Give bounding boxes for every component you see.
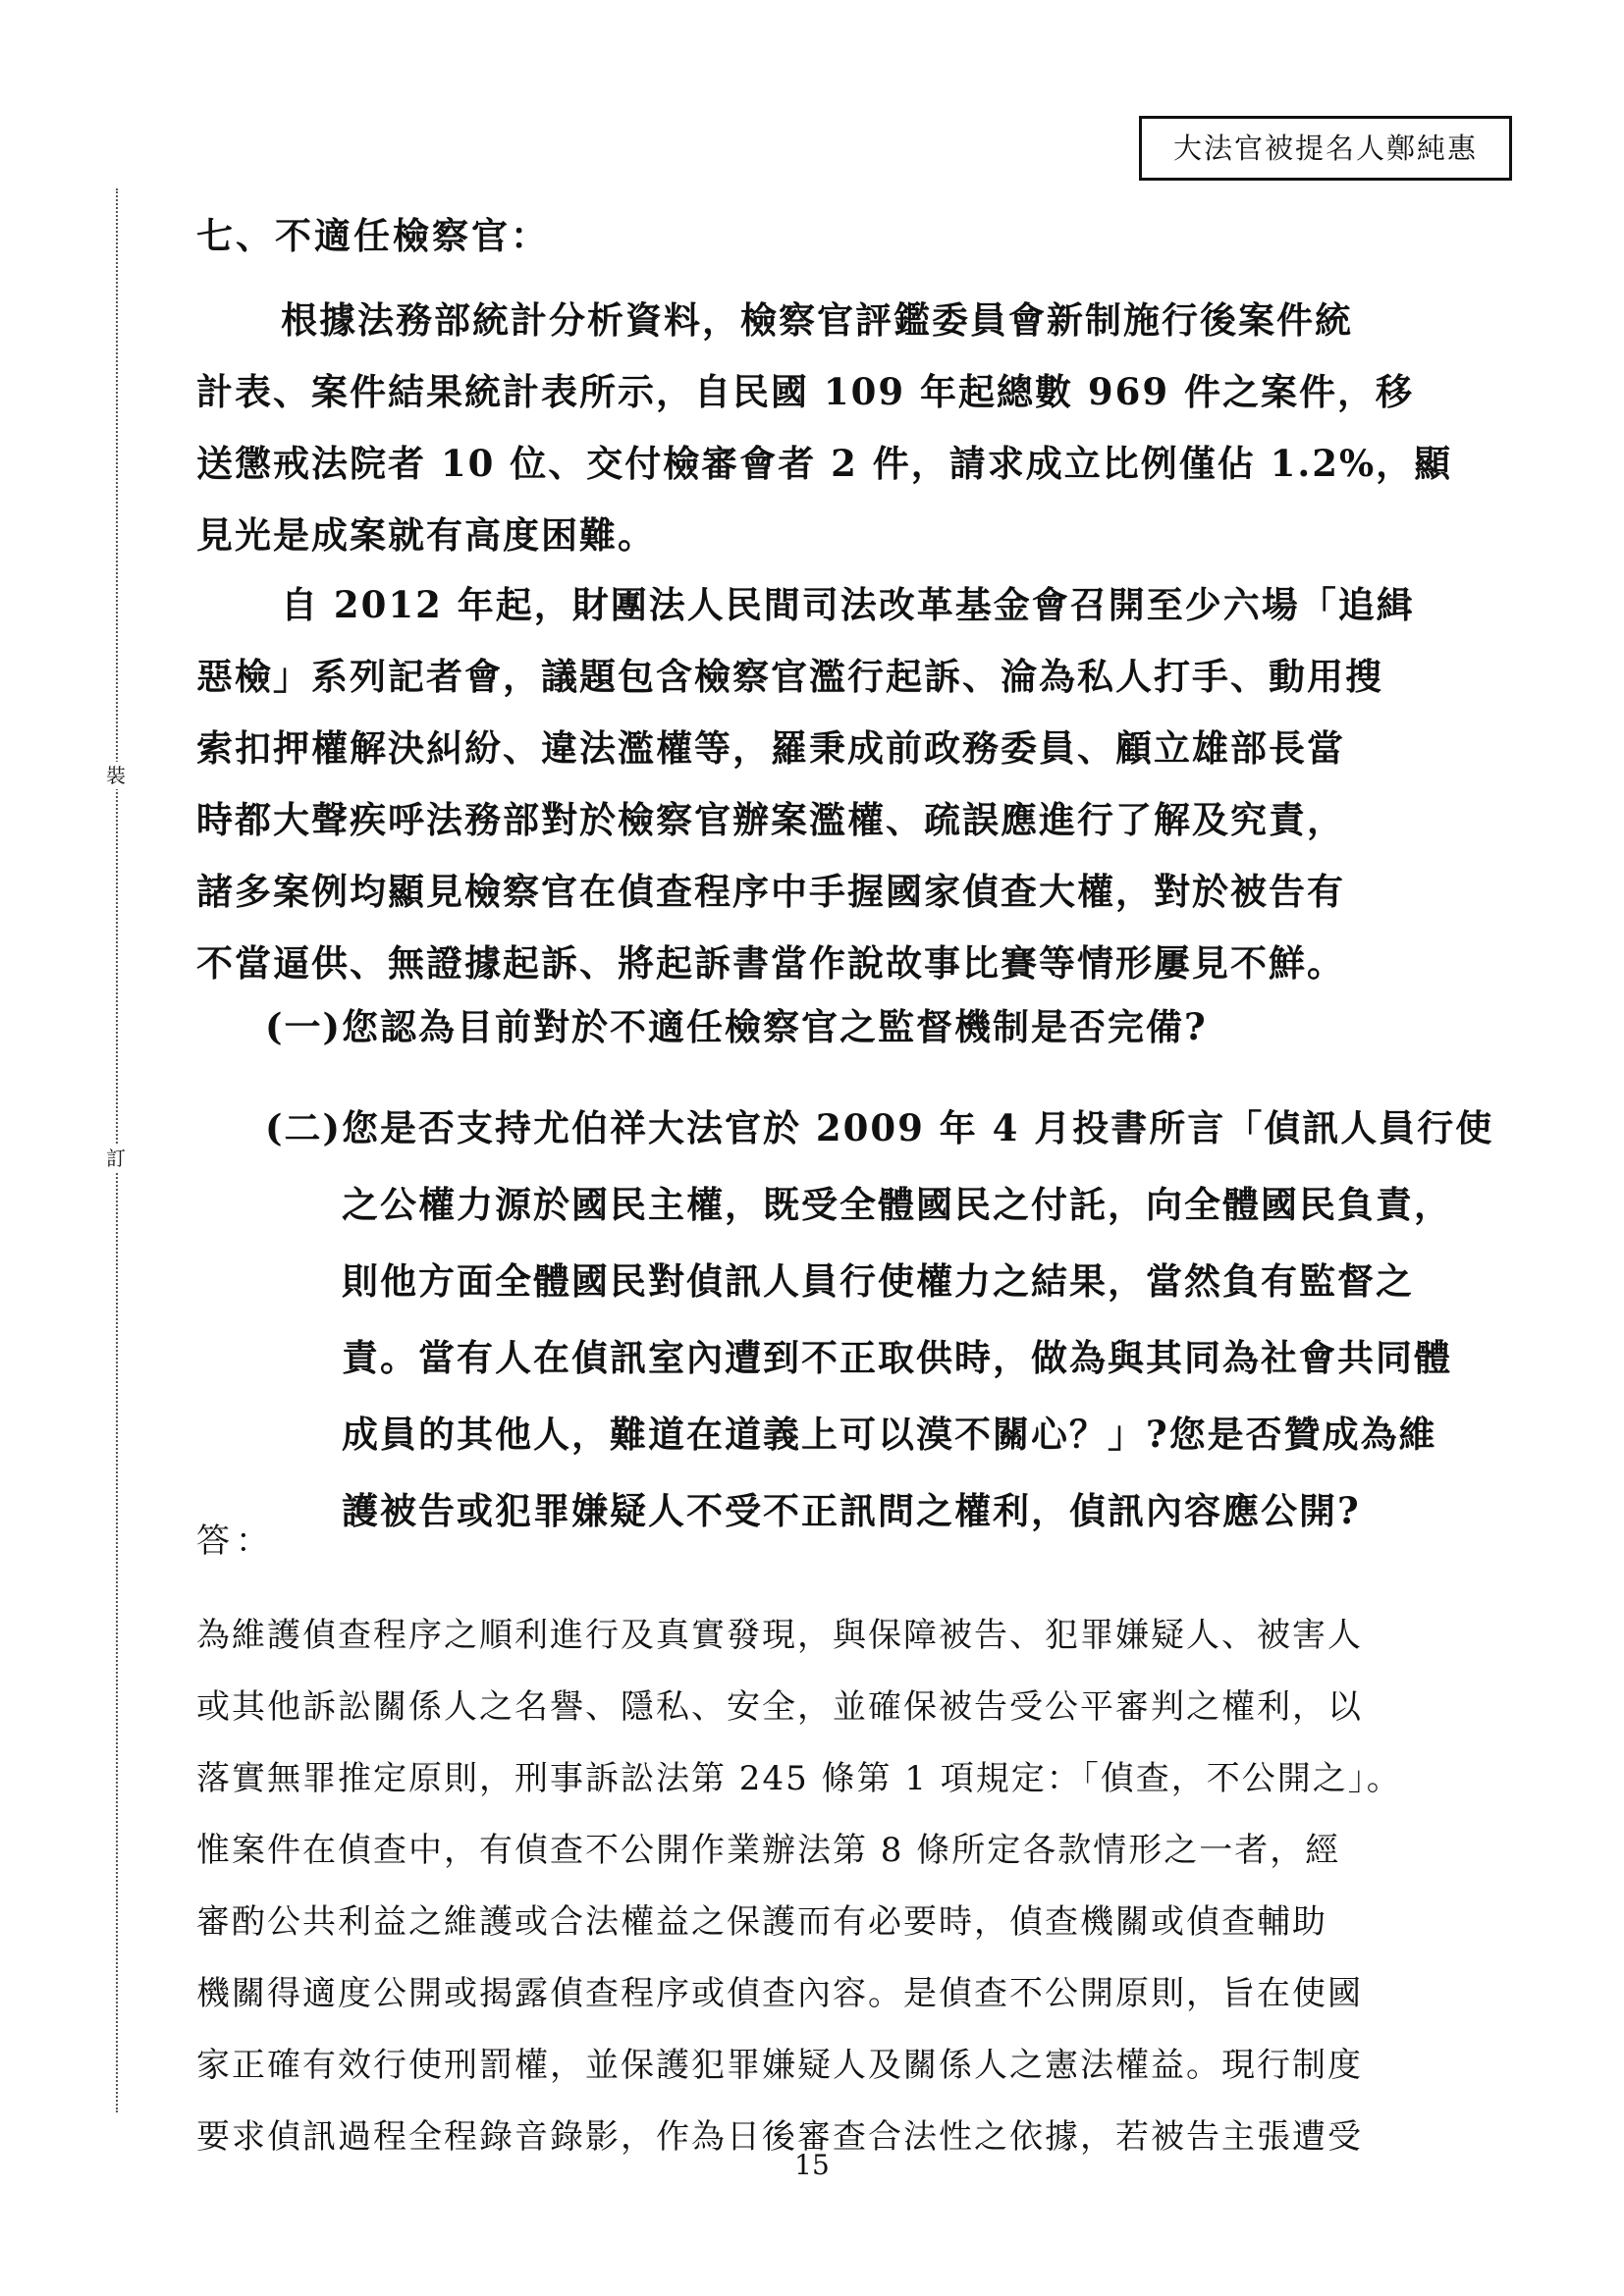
paragraph-line: 送懲戒法院者 10 位、交付檢審會者 2 件，請求成立比例僅佔 1.2%，顯 xyxy=(196,442,1453,485)
answer-line: 或其他訴訟關係人之名譽、隱私、安全，並確保被告受公平審判之權利，以 xyxy=(196,1687,1363,1727)
paragraph-line: 諸多案例均顯見檢察官在偵查程序中手握國家偵查大權，對於被告有 xyxy=(196,870,1345,913)
answer-line: 機關得適度公開或揭露偵查程序或偵查內容。是偵查不公開原則，旨在使國 xyxy=(196,1974,1363,2013)
paragraph-line: 時都大聲疾呼法務部對於檢察官辦案濫權、疏誤應進行了解及究責， xyxy=(196,798,1345,841)
paragraph-line: 計表、案件結果統計表所示，自民國 109 年起總數 969 件之案件，移 xyxy=(196,370,1414,413)
paragraph-line: 見光是成案就有高度困難。 xyxy=(196,513,656,557)
paragraph-line: 自 2012 年起，財團法人民間司法改革基金會召開至少六場「追緝 xyxy=(281,583,1415,626)
paragraph-line: 不當逼供、無證據起訴、將起訴書當作說故事比賽等情形屢見不鮮。 xyxy=(196,941,1345,985)
answer-line: 家正確有效行使刑罰權，並保護犯罪嫌疑人及關係人之憲法權益。現行制度 xyxy=(196,2046,1363,2085)
answer-label: 答： xyxy=(196,1522,275,1561)
answer-line: 惟案件在偵查中，有偵查不公開作業辦法第 8 條所定各款情形之一者，經 xyxy=(196,1831,1341,1870)
answer-body xyxy=(196,1600,1402,2173)
section-heading: 七、不適任檢察官： xyxy=(196,214,550,257)
question-line: 護被告或犯罪嫌疑人不受不正訊問之權利，偵訊內容應公開? xyxy=(265,1489,1361,1532)
question-2 xyxy=(265,1090,1493,1549)
answer-line: 為維護偵查程序之順利進行及真實發現，與保障被告、犯罪嫌疑人、被害人 xyxy=(196,1616,1363,1655)
paragraph-line: 索扣押權解決糾紛、違法濫權等，羅秉成前政務委員、顧立雄部長當 xyxy=(196,726,1345,770)
paragraph-judicial-reform xyxy=(196,569,1415,999)
answer-line: 審酌公共利益之維護或合法權益之保護而有必要時，偵查機關或偵查輔助 xyxy=(196,1902,1327,1942)
answer-line: 要求偵訊過程全程錄音錄影，作為日後審查合法性之依據，若被告主張遭受 xyxy=(196,2117,1363,2157)
paragraph-line: 根據法務部統計分析資料，檢察官評鑑委員會新制施行後案件統 xyxy=(281,298,1353,342)
paragraph-statistics xyxy=(196,285,1453,571)
page-number: 15 xyxy=(794,2149,830,2181)
question-line: 則他方面全體國民對偵訊人員行使權力之結果，當然負有監督之 xyxy=(265,1259,1414,1303)
paragraph-line: 惡檢」系列記者會，議題包含檢察官濫行起訴、淪為私人打手、動用搜 xyxy=(196,655,1383,698)
question-line: 之公權力源於國民主權，既受全體國民之付託，向全體國民負責， xyxy=(265,1183,1452,1226)
question-line: (二)您是否支持尤伯祥大法官於 2009 年 4 月投書所言「偵訊人員行使 xyxy=(265,1106,1494,1149)
binding-mark-ding: 訂 xyxy=(99,1145,133,1172)
binding-mark-zhuang: 裝 xyxy=(99,762,133,789)
question-line: 成員的其他人，難道在道義上可以漠不關心？」?您是否贊成為維 xyxy=(265,1413,1437,1456)
answer-line: 落實無罪推定原則，刑事訴訟法第 245 條第 1 項規定：「偵查，不公開之」。 xyxy=(196,1759,1402,1798)
question-line: 責。當有人在偵訊室內遭到不正取供時，做為與其同為社會共同體 xyxy=(265,1336,1452,1379)
nominee-header-box: 大法官被提名人鄭純惠 xyxy=(1139,116,1512,181)
question-1: (一)您認為目前對於不適任檢察官之監督機制是否完備? xyxy=(265,1005,1208,1048)
